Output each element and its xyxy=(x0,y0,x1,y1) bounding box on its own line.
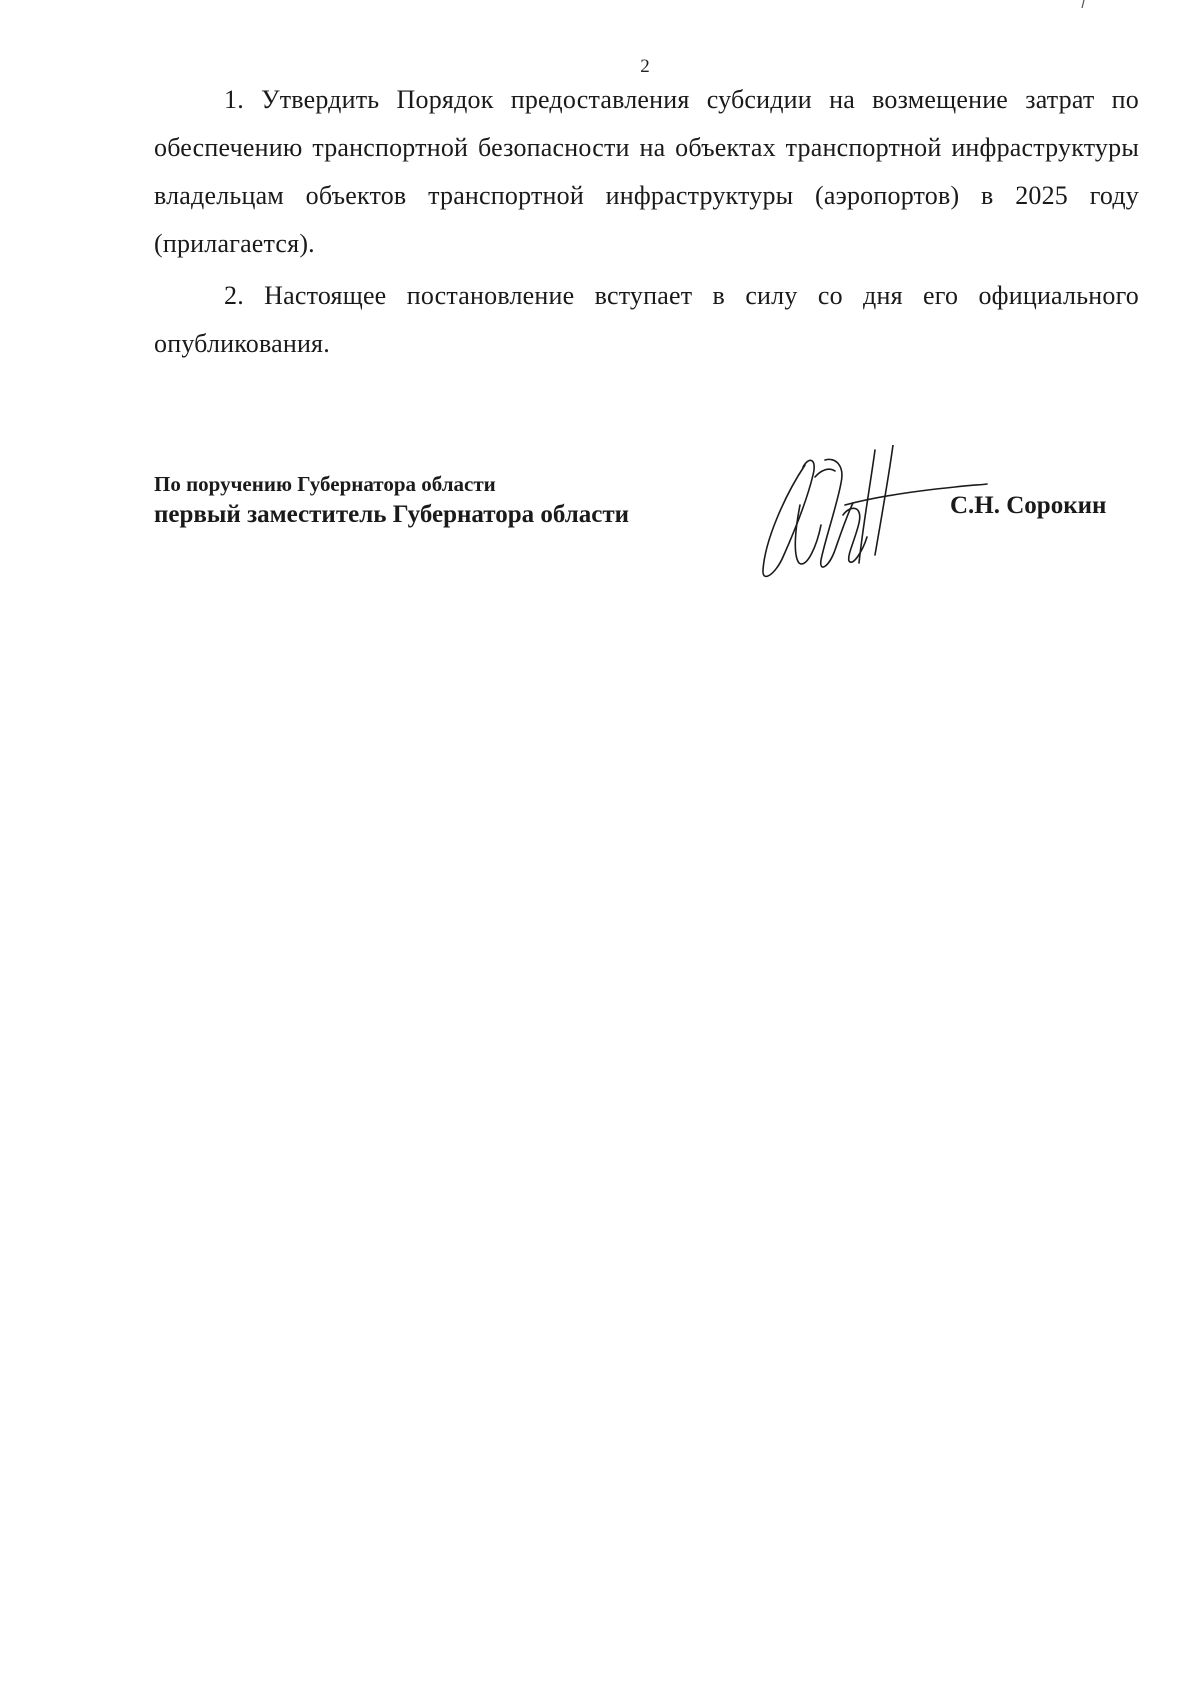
position-line: первый заместитель Губернатора области xyxy=(154,501,630,528)
page-number: 2 xyxy=(640,56,650,77)
signature-position-block xyxy=(154,470,629,532)
paragraph-1: 1. Утвердить Порядок предоставления субсидии на возмещение затрат по обеспечению транспортной безопасности на объектах транспортной инфраструктуры владельцам объектов транспортной инфраструктуры (аэропортов) в 2025 году (прилагается). xyxy=(154,85,1139,258)
document-body xyxy=(154,76,1139,368)
scan-edge-mark xyxy=(1078,0,1088,10)
paragraph-2: 2. Настоящее постановление вступает в силу со дня его официального опубликования. xyxy=(154,281,1139,358)
signatory-name: С.Н. Сорокин xyxy=(950,492,1107,519)
authority-line: По поручению Губернатора области xyxy=(154,472,496,496)
